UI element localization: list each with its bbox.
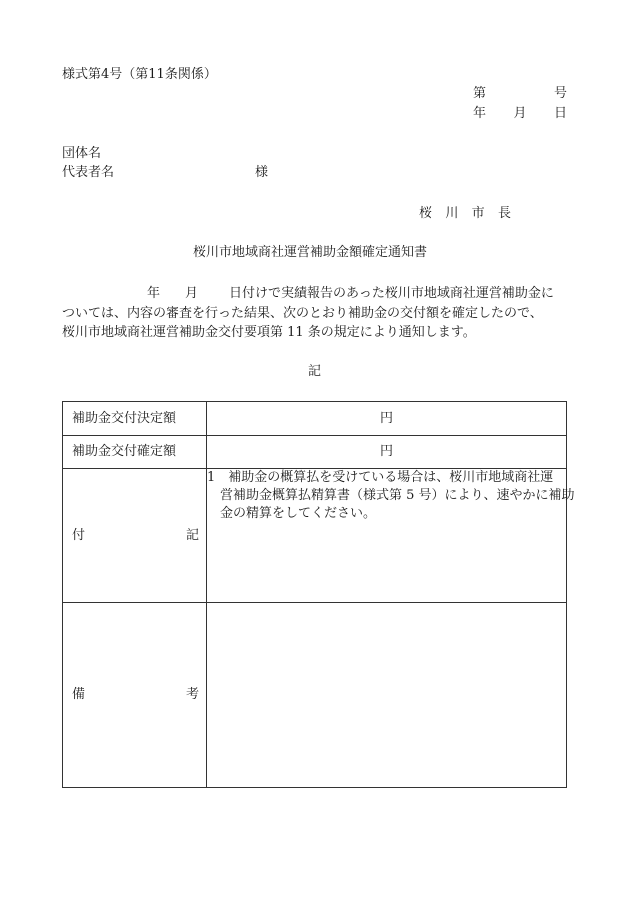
details-table: [62, 401, 575, 788]
remarks-label-char: 備: [72, 687, 86, 702]
date-month: 月: [513, 106, 527, 121]
confirmed-amount-value: 円: [207, 436, 567, 469]
addendum-note-line: 営補助金概算払精算書（様式第 5 号）により、速やかに補助: [207, 488, 575, 503]
date-year: 年: [473, 106, 487, 121]
remarks-label-cell: [63, 603, 207, 788]
document-title: 桜川市地域商社運営補助金額確定通知書: [193, 245, 428, 260]
issuer-char: 桜: [419, 206, 433, 221]
body-month: 月: [185, 286, 199, 301]
addendum-label-char: 記: [185, 527, 199, 543]
addendum-label: [63, 527, 206, 545]
date-day: 日: [553, 106, 567, 121]
addendum-label-char: 付: [72, 527, 86, 543]
table-row: [63, 436, 567, 469]
decision-amount-value: 円: [207, 402, 567, 436]
issuer-char: 市: [471, 206, 485, 221]
body-line1: 日付けで実績報告のあった桜川市地域商社運営補助金に: [229, 286, 554, 301]
table-row: [63, 603, 567, 788]
confirmed-amount-label: 補助金交付確定額: [63, 436, 207, 469]
doc-number-prefix: 第: [473, 86, 487, 101]
doc-number-suffix: 号: [553, 86, 567, 101]
addendum-note-line: 1 補助金の概算払を受けている場合は、桜川市地域商社運: [207, 470, 554, 485]
issuer-char: 長: [497, 206, 511, 221]
document-date: [473, 105, 567, 123]
addendum-label-cell: [63, 469, 207, 603]
addendum-note: [207, 469, 575, 603]
issuer-char: 川: [445, 206, 459, 221]
document-number: [473, 85, 567, 103]
representative-label: 代表者名: [62, 165, 115, 180]
remarks-value: [207, 603, 567, 788]
addendum-note-line: 金の精算をしてください。: [207, 506, 377, 521]
body-year: 年: [147, 286, 161, 301]
table-row: [63, 469, 567, 603]
body-line3: 桜川市地域商社運営補助金交付要項第 11 条の規定により通知します。: [62, 325, 476, 340]
honorific: 様: [255, 165, 269, 180]
remarks-label: [63, 686, 206, 704]
form-number: 様式第4号（第11条関係）: [62, 67, 217, 82]
ki-heading: 記: [308, 364, 322, 379]
body-line2: ついては、内容の審査を行った結果、次のとおり補助金の交付額を確定したので、: [62, 306, 543, 321]
decision-amount-label: 補助金交付決定額: [63, 402, 207, 436]
table-row: [63, 402, 567, 436]
issuer-mayor: [419, 205, 511, 223]
remarks-label-char: 考: [185, 687, 199, 702]
org-name-label: 団体名: [62, 146, 102, 161]
